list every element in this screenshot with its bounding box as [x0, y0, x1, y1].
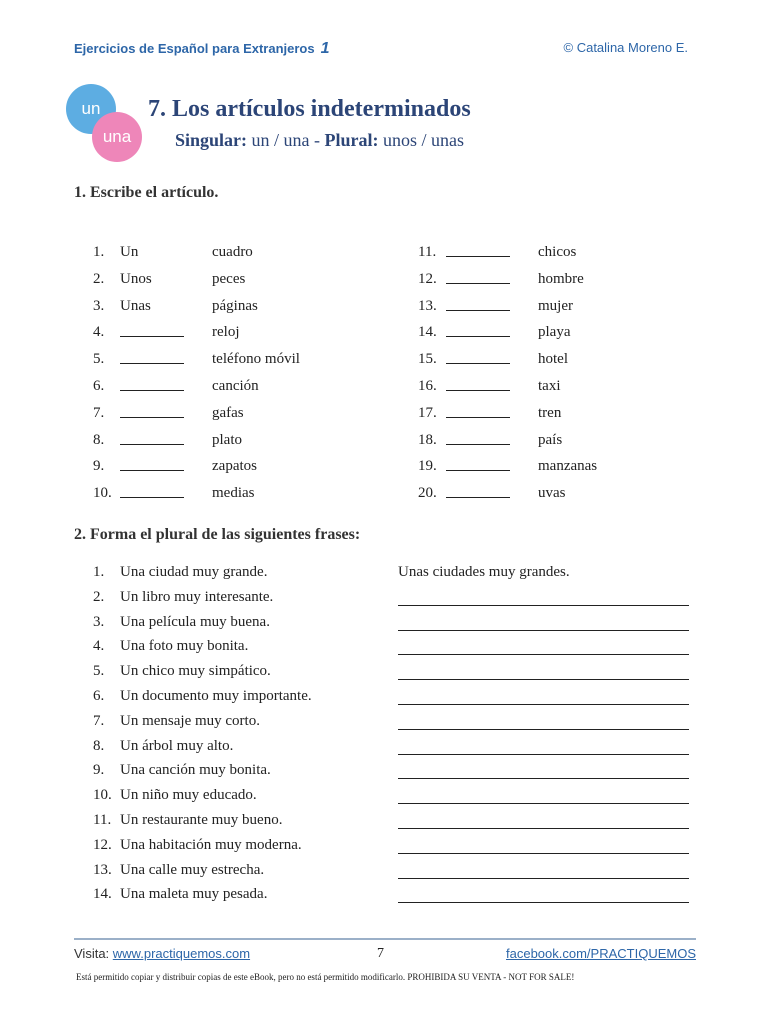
blank-line[interactable] [120, 430, 184, 445]
book-title [74, 40, 330, 58]
singular-phrase: Una foto muy bonita. [120, 638, 249, 655]
item-number: 10. [93, 485, 112, 502]
noun-word: cuadro [212, 244, 253, 260]
item-number: 1. [93, 244, 105, 260]
item-number: 11. [418, 244, 437, 260]
blank-line[interactable] [446, 296, 510, 311]
answer-line[interactable] [398, 827, 689, 829]
item-number: 10. [93, 787, 112, 804]
article-blank[interactable] [446, 403, 510, 423]
noun-word: manzanas [538, 458, 598, 475]
blank-line[interactable] [120, 376, 184, 391]
page-subtitle [175, 130, 464, 151]
item-number: 9. [93, 458, 105, 475]
blank-line[interactable] [446, 349, 510, 364]
article-blank[interactable] [446, 322, 510, 342]
article-blank[interactable] [446, 349, 510, 369]
item-number: 19. [418, 458, 437, 475]
singular-value: un / una - [251, 130, 325, 150]
blank-line[interactable] [446, 430, 510, 445]
noun-word: hotel [538, 351, 568, 368]
singular-phrase: Una canción muy bonita. [120, 762, 271, 779]
blank-line[interactable] [446, 269, 510, 284]
blank-line[interactable] [120, 456, 184, 471]
blank-line[interactable] [120, 403, 184, 418]
author: © Catalina Moreno E. [563, 40, 688, 55]
article-blank[interactable] [120, 483, 184, 503]
article-blank[interactable] [446, 296, 510, 316]
legal-notice: Está permitido copiar y distribuir copias de este eBook, pero no está permitido modificarlo. PROHIBIDA SU VENTA - NOT FOR SALE! [76, 972, 575, 982]
noun-word: país [538, 431, 563, 448]
article-blank[interactable] [120, 456, 184, 476]
item-number: 12. [418, 270, 437, 287]
item-number: 20. [418, 485, 437, 502]
noun-word: tren [538, 404, 562, 421]
answer-line[interactable] [398, 802, 689, 804]
article-answer: Unas [120, 297, 151, 314]
item-number: 8. [93, 431, 105, 448]
article-blank[interactable] [120, 430, 184, 450]
item-number: 5. [93, 351, 105, 368]
un-badge: un [66, 84, 116, 134]
item-number: 1. [93, 564, 105, 580]
item-number: 14. [418, 324, 437, 341]
blank-line[interactable] [120, 322, 184, 337]
facebook-link[interactable]: facebook.com/PRACTIQUEMOS [506, 946, 696, 961]
singular-label: Singular: [175, 130, 248, 150]
page-number: 7 [377, 946, 384, 961]
page-title: 7. Los artículos indeterminados [148, 96, 471, 122]
noun-word: hombre [538, 270, 584, 287]
item-number: 4. [93, 638, 105, 655]
item-number: 15. [418, 351, 437, 368]
item-number: 11. [93, 812, 112, 828]
article-blank[interactable] [120, 349, 184, 369]
article-blank[interactable] [446, 430, 510, 450]
blank-line[interactable] [120, 483, 184, 498]
blank-line[interactable] [446, 322, 510, 337]
singular-phrase: Un mensaje muy corto. [120, 712, 260, 729]
blank-line[interactable] [120, 349, 184, 364]
plural-answer: Unas ciudades muy grandes. [398, 564, 570, 580]
item-number: 7. [93, 404, 105, 421]
singular-phrase: Una maleta muy pesada. [120, 886, 268, 903]
article-blank[interactable] [446, 376, 510, 396]
answer-line[interactable] [398, 777, 689, 779]
article-blank[interactable] [120, 376, 184, 396]
answer-line[interactable] [398, 703, 689, 705]
item-number: 14. [93, 886, 112, 903]
item-number: 2. [93, 270, 105, 287]
singular-phrase: Un restaurante muy bueno. [120, 812, 283, 828]
footer-divider [74, 938, 696, 940]
visit-label: Visita: [74, 946, 113, 961]
answer-line[interactable] [398, 604, 689, 606]
singular-phrase: Un documento muy importante. [120, 688, 312, 704]
item-number: 6. [93, 688, 105, 704]
item-number: 5. [93, 663, 105, 680]
footer-visit [74, 946, 250, 961]
item-number: 6. [93, 378, 105, 394]
plural-value: unos / unas [383, 130, 465, 150]
article-answer: Unos [120, 270, 152, 287]
item-number: 12. [93, 836, 112, 853]
noun-word: teléfono móvil [212, 351, 300, 368]
exercise2-heading: 2. Forma el plural de las siguientes frases: [74, 526, 361, 543]
answer-line[interactable] [398, 852, 689, 854]
noun-word: medias [212, 485, 255, 502]
blank-line[interactable] [446, 483, 510, 498]
item-number: 7. [93, 712, 105, 729]
noun-word: uvas [538, 485, 566, 502]
noun-word: gafas [212, 404, 244, 421]
noun-word: reloj [212, 324, 240, 341]
singular-phrase: Un chico muy simpático. [120, 663, 271, 680]
plural-label: Plural: [324, 130, 379, 150]
website-link[interactable]: www.practiquemos.com [112, 946, 251, 961]
item-number: 8. [93, 737, 105, 754]
noun-word: taxi [538, 378, 561, 394]
blank-line[interactable] [446, 242, 510, 257]
item-number: 4. [93, 324, 105, 341]
answer-line[interactable] [398, 653, 689, 655]
answer-line[interactable] [398, 877, 689, 879]
book-title-text: Ejercicios de Español para Extranjeros [74, 41, 315, 56]
singular-phrase: Una calle muy estrecha. [120, 861, 265, 878]
article-blank[interactable] [446, 456, 510, 476]
singular-phrase: Un niño muy educado. [120, 787, 257, 804]
article-blank[interactable] [120, 322, 184, 342]
noun-word: chicos [538, 244, 577, 260]
exercise1-heading: 1. Escribe el artículo. [74, 184, 219, 201]
item-number: 17. [418, 404, 437, 421]
noun-word: canción [212, 378, 259, 394]
answer-line[interactable] [398, 901, 689, 903]
answer-line[interactable] [398, 629, 689, 631]
item-number: 18. [418, 431, 437, 448]
una-badge: una [92, 112, 142, 162]
item-number: 9. [93, 762, 105, 779]
singular-phrase: Un árbol muy alto. [120, 737, 234, 754]
singular-phrase: Una ciudad muy grande. [120, 564, 268, 580]
noun-word: páginas [212, 297, 258, 314]
noun-word: mujer [538, 297, 573, 314]
answer-line[interactable] [398, 728, 689, 730]
singular-phrase: Un libro muy interesante. [120, 588, 274, 605]
item-number: 3. [93, 297, 105, 314]
item-number: 16. [418, 378, 437, 394]
noun-word: plato [212, 431, 242, 448]
noun-word: zapatos [212, 458, 257, 475]
answer-line[interactable] [398, 678, 689, 680]
blank-line[interactable] [446, 456, 510, 471]
blank-line[interactable] [446, 376, 510, 391]
answer-line[interactable] [398, 753, 689, 755]
book-number: 1 [320, 40, 330, 57]
singular-phrase: Una habitación muy moderna. [120, 836, 302, 853]
item-number: 3. [93, 613, 105, 630]
article-blank[interactable] [446, 483, 510, 503]
blank-line[interactable] [446, 403, 510, 418]
article-blank[interactable] [120, 403, 184, 423]
item-number: 13. [93, 861, 112, 878]
noun-word: peces [212, 270, 246, 287]
item-number: 2. [93, 588, 105, 605]
article-blank[interactable] [446, 242, 510, 262]
item-number: 13. [418, 297, 437, 314]
article-answer: Un [120, 244, 139, 260]
singular-phrase: Una película muy buena. [120, 613, 270, 630]
article-blank[interactable] [446, 269, 510, 289]
noun-word: playa [538, 324, 571, 341]
